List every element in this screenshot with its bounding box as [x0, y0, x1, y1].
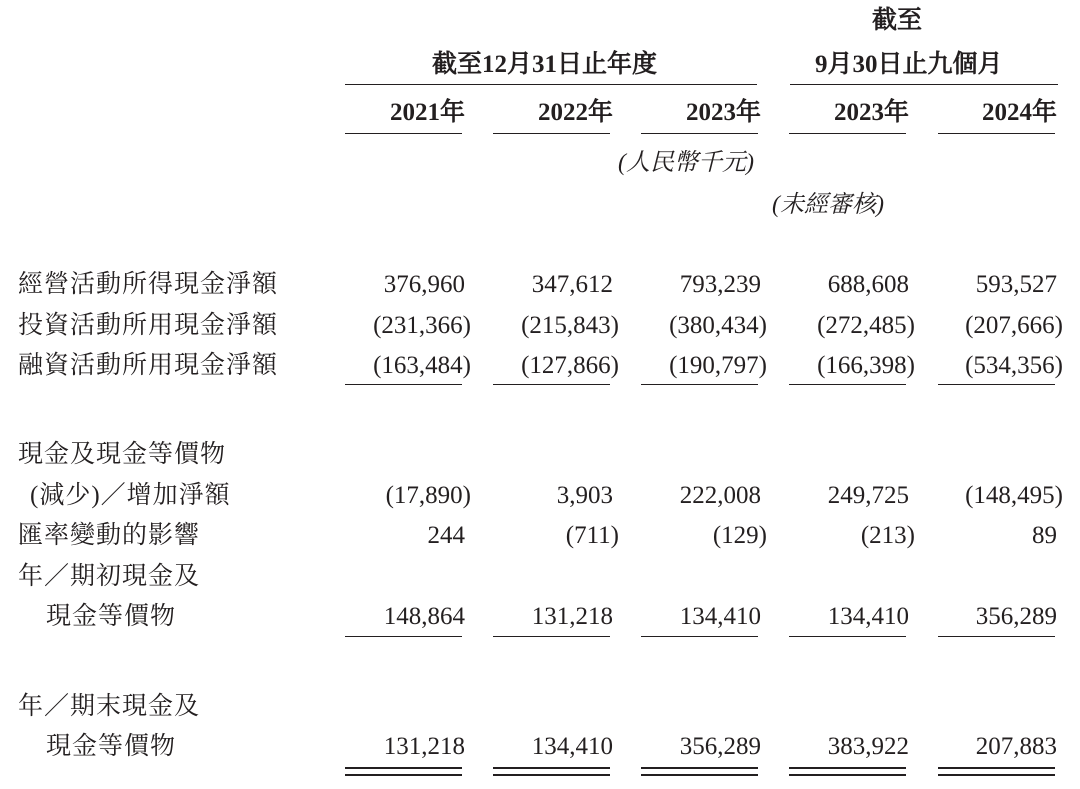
value-cell: 244 [427, 522, 465, 549]
value-cell: 207,883 [975, 733, 1057, 760]
subtotal-rule [641, 636, 758, 637]
value-cell: (163,484) [373, 352, 471, 379]
value-cell: (711) [565, 522, 619, 549]
period-b-header-line1: 截至 [872, 7, 923, 34]
total-double-rule [789, 767, 906, 776]
value-cell: (207,666) [965, 312, 1063, 339]
value-cell: 134,410 [679, 603, 761, 630]
subtotal-rule [493, 384, 610, 385]
year-rule-1 [345, 133, 462, 134]
row-label-fx-effect: 匯率變動的影響 [18, 522, 201, 549]
year-rule-3 [641, 133, 758, 134]
value-cell: 134,410 [827, 603, 909, 630]
subtotal-rule [938, 384, 1055, 385]
value-cell: (231,366) [373, 312, 471, 339]
year-header-2024-9m: 2024年 [981, 99, 1057, 126]
subtotal-rule [938, 636, 1055, 637]
row-label-opening-line1: 年／期初現金及 [18, 563, 201, 590]
value-cell: 131,218 [531, 603, 613, 630]
period-b-rule [790, 84, 1058, 85]
row-label-closing-line2: 現金等價物 [46, 733, 177, 760]
value-cell: (17,890) [385, 482, 471, 509]
value-cell: 134,410 [531, 733, 613, 760]
year-rule-2 [493, 133, 610, 134]
value-cell: (190,797) [669, 352, 767, 379]
value-cell: 593,527 [975, 271, 1057, 298]
total-double-rule [345, 767, 462, 776]
value-cell: 249,725 [827, 482, 909, 509]
value-cell: 222,008 [679, 482, 761, 509]
year-header-2023-9m: 2023年 [833, 99, 909, 126]
year-rule-5 [938, 133, 1055, 134]
subtotal-rule [493, 636, 610, 637]
subtotal-rule [641, 384, 758, 385]
value-cell: (127,866) [521, 352, 619, 379]
value-cell: (213) [860, 522, 915, 549]
currency-unit: (人民幣千元) [618, 150, 754, 176]
value-cell: 356,289 [975, 603, 1057, 630]
year-rule-4 [789, 133, 906, 134]
value-cell: (534,356) [965, 352, 1063, 379]
value-cell: 347,612 [531, 271, 613, 298]
period-a-header: 截至12月31日止年度 [432, 51, 658, 78]
value-cell: (272,485) [817, 312, 915, 339]
value-cell: 376,960 [383, 271, 465, 298]
value-cell: 148,864 [383, 603, 465, 630]
year-header-2023: 2023年 [685, 99, 761, 126]
row-label-net-change-line2: (減少)／增加淨額 [30, 482, 231, 509]
value-cell: 383,922 [827, 733, 909, 760]
value-cell: 131,218 [383, 733, 465, 760]
year-header-2021: 2021年 [389, 99, 465, 126]
year-header-2022: 2022年 [537, 99, 613, 126]
value-cell: 688,608 [827, 271, 909, 298]
value-cell: 89 [1032, 522, 1057, 549]
value-cell: 793,239 [679, 271, 761, 298]
subtotal-rule [789, 384, 906, 385]
row-label-investing: 投資活動所用現金淨額 [18, 312, 279, 339]
value-cell: (166,398) [817, 352, 915, 379]
unaudited-note: (未經審核) [772, 192, 884, 218]
value-cell: (215,843) [521, 312, 619, 339]
subtotal-rule [345, 384, 462, 385]
row-label-net-change-line1: 現金及現金等價物 [18, 441, 227, 468]
value-cell: (380,434) [669, 312, 767, 339]
value-cell: 3,903 [556, 482, 613, 509]
value-cell: (148,495) [965, 482, 1063, 509]
row-label-financing: 融資活動所用現金淨額 [18, 352, 279, 379]
row-label-opening-line2: 現金等價物 [46, 603, 177, 630]
row-label-closing-line1: 年／期末現金及 [18, 693, 201, 720]
total-double-rule [641, 767, 758, 776]
subtotal-rule [789, 636, 906, 637]
total-double-rule [493, 767, 610, 776]
row-label-operating: 經營活動所得現金淨額 [18, 271, 279, 298]
period-b-header-line2: 9月30日止九個月 [815, 51, 1003, 78]
subtotal-rule [345, 636, 462, 637]
period-a-rule [345, 84, 757, 85]
value-cell: 356,289 [679, 733, 761, 760]
total-double-rule [938, 767, 1055, 776]
value-cell: (129) [712, 522, 767, 549]
